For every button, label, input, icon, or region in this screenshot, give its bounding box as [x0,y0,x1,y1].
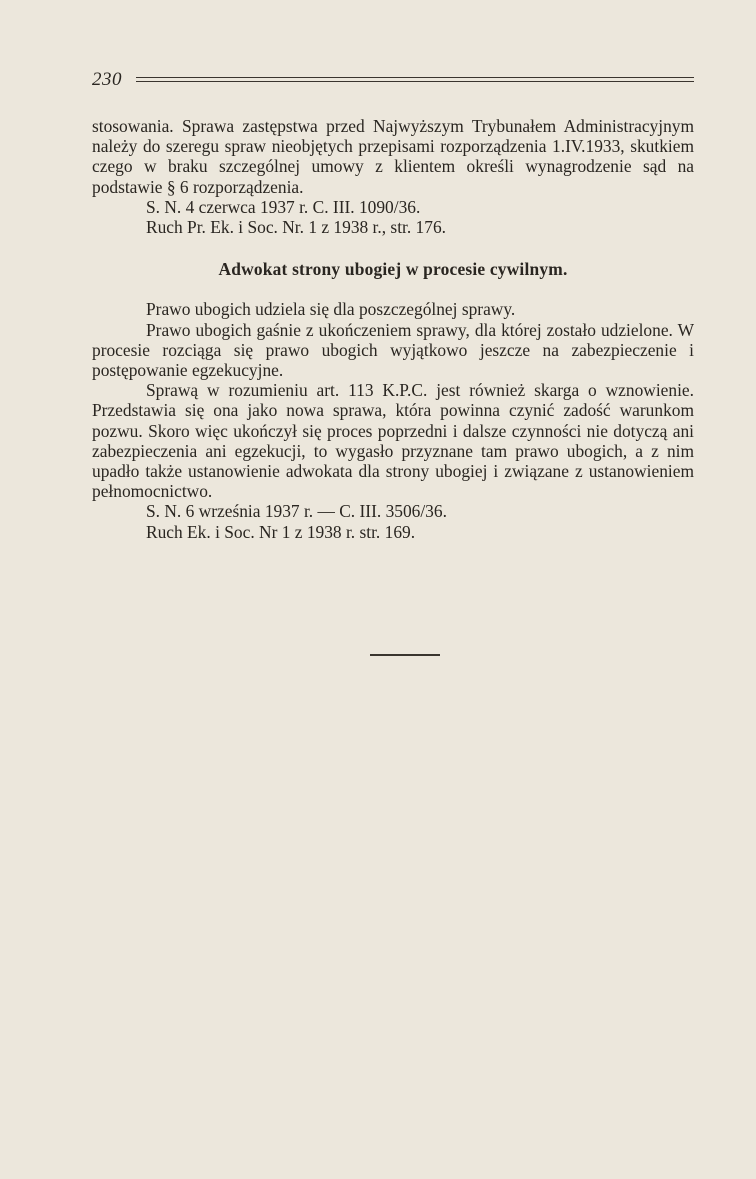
paragraph-1: Prawo ubogich udziela się dla poszczególnej sprawy. [146,299,516,320]
section-heading: Adwokat strony ubogiej w procesie cywilnym. [218,259,568,280]
citation-2-court-ref: S. N. 6 września 1937 r. — C. III. 3506/36. [146,501,447,522]
intro-paragraph: stosowania. Sprawa zastępstwa przed Najwyższym Trybunałem Administracyjnym należy do szeregu spraw nieobjętych przepisami rozporządzenia 1.IV.1933, skutkiem czego w braku szczególnej umowy z klientem określi wynagrodzenie sąd na podstawie § 6 rozporządzenia. [92,116,694,197]
header-double-rule [136,77,694,82]
paragraph-3: Sprawą w rozumieniu art. 113 K.P.C. jest również skarga o wznowienie. Przedstawia się ona jako nowa sprawa, która powinna czynić zadość warunkom pozwu. Skoro więc ukończył się proces poprzedni i dalsze czynności nie dotyczą ani zabezpieczenia ani egzekucji, to wygasło przyznane tam prawo ubogich, a z nim upadło także ustanowienie adwokata dla strony ubogiej i związane z ustanowieniem pełnomocnictwo. [92,380,694,502]
section-end-rule [370,654,440,656]
page-number: 230 [92,69,122,90]
citation-2-source: Ruch Ek. i Soc. Nr 1 z 1938 r. str. 169. [146,521,416,542]
citation-1-source: Ruch Pr. Ek. i Soc. Nr. 1 z 1938 r., str. 176. [146,217,446,238]
page-header [92,68,694,94]
citation-1-court-ref: S. N. 4 czerwca 1937 r. C. III. 1090/36. [146,196,421,217]
page-body [92,116,694,542]
paragraph-2: Prawo ubogich gaśnie z ukończeniem sprawy, dla której zostało udzielone. W procesie rozciąga się prawo ubogich wyjątkowo jeszcze na zabezpieczenie i postępowanie egzekucyjne. [92,319,694,381]
